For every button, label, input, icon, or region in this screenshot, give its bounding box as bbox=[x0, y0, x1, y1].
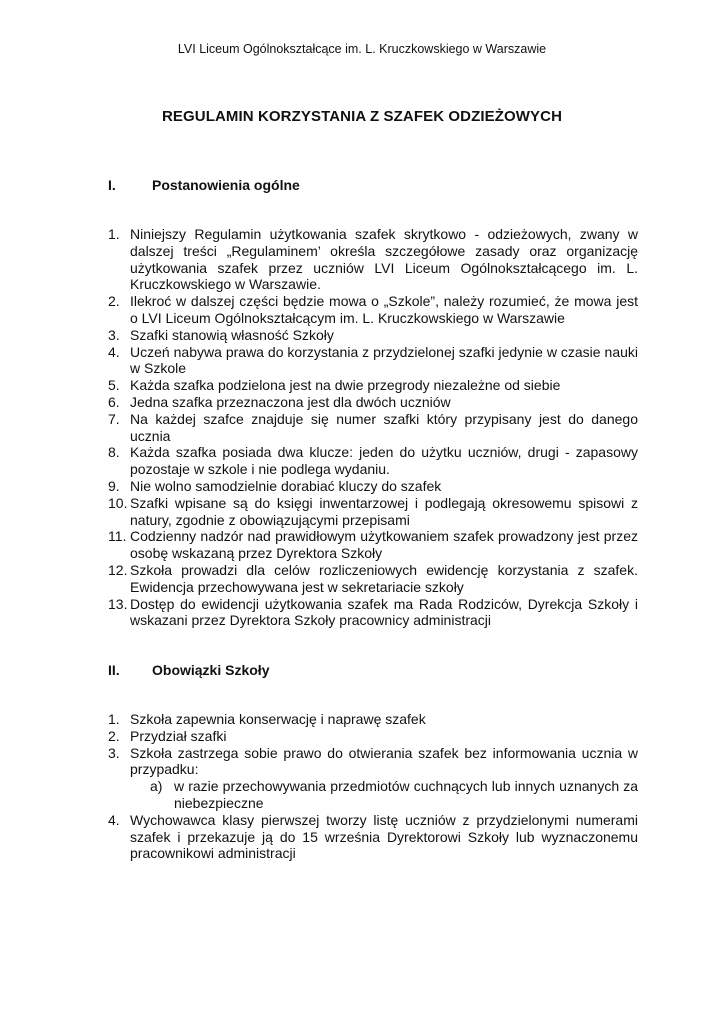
item-number: 2. bbox=[108, 293, 120, 310]
list-item bbox=[108, 327, 638, 344]
section-number: I. bbox=[108, 177, 116, 193]
item-text: Dostęp do ewidencji użytkowania szafek ma Rada Rodziców, Dyrekcja Szkoły i wskazani przez Dyrektora Szkoły pracownicy administracji bbox=[130, 595, 638, 629]
item-number: 5. bbox=[108, 377, 120, 394]
item-text: Uczeń nabywa prawa do korzystania z przydzielonej szafki jedynie w czasie nauki w Szkole bbox=[130, 343, 638, 377]
item-number: 13. bbox=[108, 595, 128, 612]
item-text: Szkoła zapewnia konserwację i naprawę szafek bbox=[130, 711, 426, 727]
list-item bbox=[108, 411, 638, 445]
list-item bbox=[108, 226, 638, 293]
section-heading-2 bbox=[108, 662, 269, 678]
section-number: II. bbox=[108, 662, 120, 678]
list-item bbox=[108, 394, 638, 411]
item-text: Każda szafka podzielona jest na dwie przegrody niezależne od siebie bbox=[130, 377, 561, 394]
item-text: Szafki wpisane są do księgi inwentarzowej i podlegają okresowemu spisowi z natury, zgodnie z obowiązującymi przepisami bbox=[130, 494, 638, 528]
list-item bbox=[108, 344, 638, 378]
item-text: Jedna szafka przeznaczona jest dla dwóch uczniów bbox=[130, 393, 451, 410]
list-item bbox=[108, 711, 638, 728]
item-number: 10. bbox=[108, 494, 128, 511]
list-item bbox=[108, 562, 638, 596]
list-item bbox=[108, 812, 638, 862]
item-text: Na każdej szafce znajduje się numer szafki który przypisany jest do danego ucznia bbox=[130, 410, 638, 444]
section-1-list bbox=[108, 226, 638, 629]
item-text: Ilekroć w dalszej części będzie mowa o „Szkole”, należy rozumieć, że mowa jest o LVI Liceum Ogólnokształcącym im. L. Kruczkowskiego w Warszawie bbox=[130, 293, 638, 326]
sub-list bbox=[130, 778, 638, 812]
list-item bbox=[108, 728, 638, 745]
list-item bbox=[108, 444, 638, 478]
item-text: Przydział szafki bbox=[130, 727, 227, 744]
list-item bbox=[108, 293, 638, 327]
item-number: 3. bbox=[108, 744, 120, 761]
item-text: Każda szafka posiada dwa klucze: jeden do użytku uczniów, drugi - zapasowy pozostaje w szkole i nie podlega wydaniu. bbox=[130, 444, 638, 478]
item-text: Szafki stanowią własność Szkoły bbox=[130, 326, 334, 343]
item-text: Wychowawca klasy pierwszej tworzy listę uczniów z przydzielonymi numerami szafek i przekazuje ją do 15 września Dyrektorowi Szkoły lub wyznaczonemu pracownikowi administracji bbox=[130, 811, 638, 862]
item-number: 6. bbox=[108, 393, 120, 410]
list-item bbox=[108, 495, 638, 529]
item-number: 3. bbox=[108, 326, 120, 343]
sub-list-item bbox=[150, 778, 638, 812]
item-number: 12. bbox=[108, 561, 128, 578]
item-number: 1. bbox=[108, 226, 120, 242]
item-text: Niniejszy Regulamin użytkowania szafek skrytkowo - odzieżowych, zwany w dalszej treści „Regulaminem’ określa szczegółowe zasady oraz organizację użytkowania szafek przez uczniów LVI Liceum Ogólnokształcącego im. L. Kruczkowskiego w Warszawie. bbox=[130, 226, 638, 293]
section-heading-1 bbox=[108, 177, 300, 193]
list-item bbox=[108, 745, 638, 812]
item-number: 4. bbox=[108, 811, 120, 828]
item-text: Codzienny nadzór nad prawidłowym użytkowaniem szafek prowadzony jest przez osobę wskazaną przez Dyrektora Szkoły bbox=[130, 528, 638, 562]
list-item bbox=[108, 478, 638, 495]
section-title: Obowiązki Szkoły bbox=[152, 662, 270, 678]
item-number: 4. bbox=[108, 343, 120, 360]
item-text: Szkoła prowadzi dla celów rozliczeniowych ewidencję korzystania z szafek. Ewidencja przechowywana jest w sekretariacie szkoły bbox=[130, 561, 638, 595]
list-item bbox=[108, 377, 638, 394]
item-number: 8. bbox=[108, 444, 120, 461]
section-title: Postanowienia ogólne bbox=[152, 177, 300, 193]
item-number: 2. bbox=[108, 727, 120, 744]
list-item bbox=[108, 528, 638, 562]
item-number: 11. bbox=[108, 528, 127, 545]
item-number: 1. bbox=[108, 711, 120, 727]
item-number: 9. bbox=[108, 477, 120, 494]
item-text: Szkoła zastrzega sobie prawo do otwierania szafek bez informowania ucznia w przypadku: bbox=[130, 744, 638, 778]
item-number: 7. bbox=[108, 410, 120, 427]
school-header: LVI Liceum Ogólnokształcące im. L. Kruczkowskiego w Warszawie bbox=[177, 42, 547, 56]
item-text: w razie przechowywania przedmiotów cuchnących lub innych uznanych za niebezpieczne bbox=[174, 778, 638, 811]
item-text: Nie wolno samodzielnie dorabiać kluczy do szafek bbox=[130, 477, 442, 494]
list-item bbox=[108, 596, 638, 630]
item-letter: a) bbox=[150, 778, 163, 795]
document-title: REGULAMIN KORZYSTANIA Z SZAFEK ODZIEŻOWYCH bbox=[161, 108, 562, 125]
section-2-list bbox=[108, 711, 638, 862]
